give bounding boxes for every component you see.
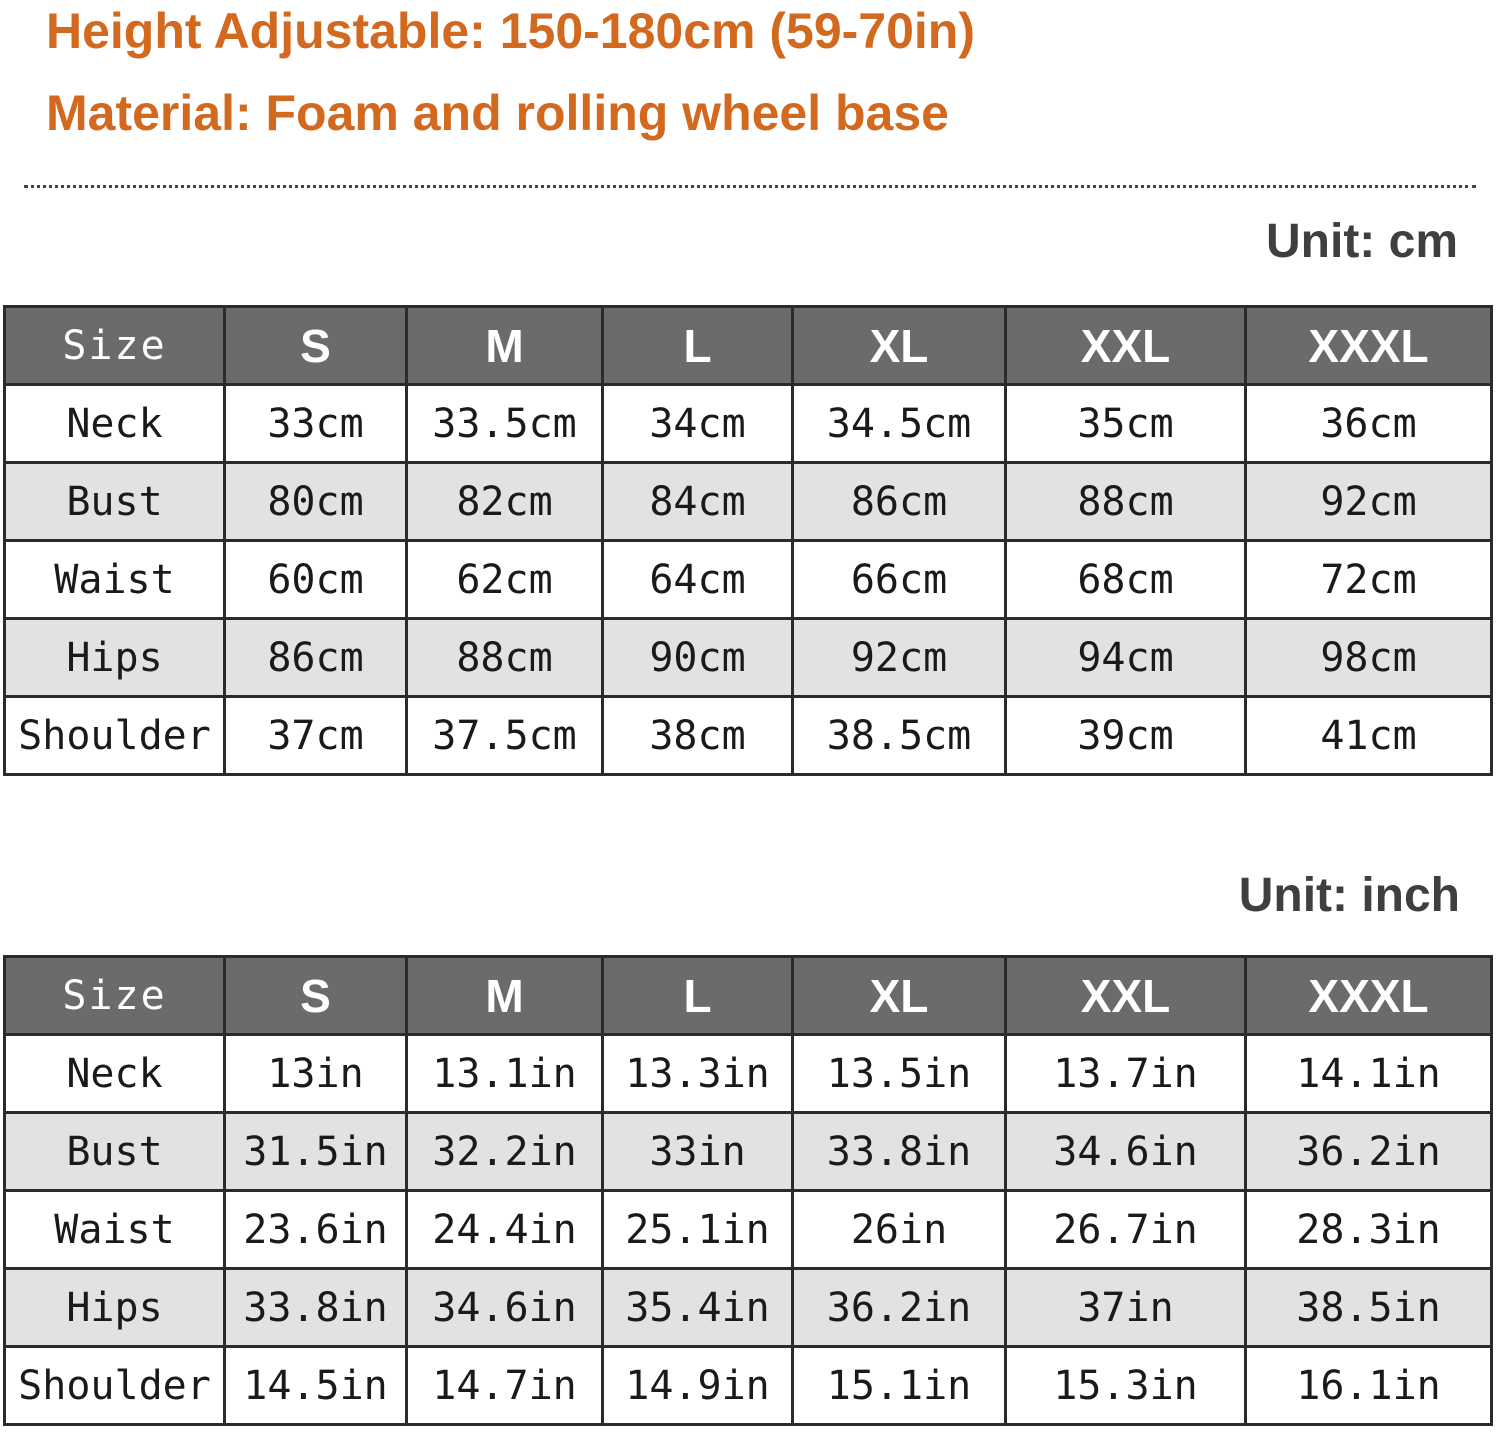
table-cell: 37cm: [225, 697, 407, 775]
table-cell: 25.1in: [603, 1191, 793, 1269]
table-cell: 98cm: [1246, 619, 1492, 697]
table-cell: 36.2in: [793, 1269, 1006, 1347]
table-cell: 90cm: [603, 619, 793, 697]
table-cell: 13.7in: [1006, 1035, 1246, 1113]
unit-inch-label: Unit: inch: [1238, 869, 1460, 922]
row-label: Shoulder: [5, 1347, 225, 1425]
table-cell: 26.7in: [1006, 1191, 1246, 1269]
row-label: Waist: [5, 541, 225, 619]
row-label: Hips: [5, 1269, 225, 1347]
row-label: Neck: [5, 385, 225, 463]
table-cell: 88cm: [407, 619, 603, 697]
table-cell: 33cm: [225, 385, 407, 463]
column-header: XXL: [1006, 957, 1246, 1035]
row-label: Bust: [5, 1113, 225, 1191]
column-header: Size: [5, 307, 225, 385]
column-header: L: [603, 957, 793, 1035]
table-cell: 86cm: [793, 463, 1006, 541]
column-header: XL: [793, 307, 1006, 385]
table-cell: 68cm: [1006, 541, 1246, 619]
table-row: [5, 463, 1492, 541]
table-cell: 33.8in: [793, 1113, 1006, 1191]
table-cell: 31.5in: [225, 1113, 407, 1191]
table-cell: 84cm: [603, 463, 793, 541]
table-cell: 62cm: [407, 541, 603, 619]
table-row: [5, 697, 1492, 775]
table-cell: 88cm: [1006, 463, 1246, 541]
column-header: M: [407, 957, 603, 1035]
table-row: [5, 1113, 1492, 1191]
table-cell: 16.1in: [1246, 1347, 1492, 1425]
table-cell: 39cm: [1006, 697, 1246, 775]
table-cell: 33in: [603, 1113, 793, 1191]
table-cell: 13.5in: [793, 1035, 1006, 1113]
table-cell: 38.5in: [1246, 1269, 1492, 1347]
material-text: Material: Foam and rolling wheel base: [46, 85, 949, 141]
column-header: XXL: [1006, 307, 1246, 385]
table-cell: 13in: [225, 1035, 407, 1113]
table-cell: 14.5in: [225, 1347, 407, 1425]
height-adjustable-text: Height Adjustable: 150-180cm (59-70in): [46, 3, 975, 59]
table-row: [5, 541, 1492, 619]
table-cell: 33.8in: [225, 1269, 407, 1347]
row-label: Hips: [5, 619, 225, 697]
table-cell: 72cm: [1246, 541, 1492, 619]
row-label: Waist: [5, 1191, 225, 1269]
table-cell: 92cm: [1246, 463, 1492, 541]
table-cell: 82cm: [407, 463, 603, 541]
column-header: M: [407, 307, 603, 385]
table-cell: 15.3in: [1006, 1347, 1246, 1425]
table-cell: 36cm: [1246, 385, 1492, 463]
table-cell: 24.4in: [407, 1191, 603, 1269]
table-cell: 64cm: [603, 541, 793, 619]
table-cell: 66cm: [793, 541, 1006, 619]
table-cell: 86cm: [225, 619, 407, 697]
dotted-divider: [24, 185, 1476, 188]
table-header-row: [5, 957, 1492, 1035]
table-row: [5, 1347, 1492, 1425]
table-cell: 15.1in: [793, 1347, 1006, 1425]
table-header-row: [5, 307, 1492, 385]
table-cell: 33.5cm: [407, 385, 603, 463]
table-cell: 36.2in: [1246, 1113, 1492, 1191]
table-cell: 34.5cm: [793, 385, 1006, 463]
column-header: S: [225, 957, 407, 1035]
table-cell: 38.5cm: [793, 697, 1006, 775]
row-label: Neck: [5, 1035, 225, 1113]
table-cell: 13.1in: [407, 1035, 603, 1113]
table-cell: 94cm: [1006, 619, 1246, 697]
table-row: [5, 1191, 1492, 1269]
column-header: XXXL: [1246, 307, 1492, 385]
table-cell: 37in: [1006, 1269, 1246, 1347]
table-row: [5, 1035, 1492, 1113]
table-cell: 13.3in: [603, 1035, 793, 1113]
column-header: Size: [5, 957, 225, 1035]
table-cell: 38cm: [603, 697, 793, 775]
unit-cm-label: Unit: cm: [1266, 215, 1458, 268]
table-cell: 60cm: [225, 541, 407, 619]
table-cell: 92cm: [793, 619, 1006, 697]
table-cell: 35cm: [1006, 385, 1246, 463]
row-label: Shoulder: [5, 697, 225, 775]
table-row: [5, 385, 1492, 463]
table-row: [5, 619, 1492, 697]
table-cell: 34.6in: [1006, 1113, 1246, 1191]
column-header: S: [225, 307, 407, 385]
size-table-inch: [3, 955, 1493, 1426]
table-cell: 14.7in: [407, 1347, 603, 1425]
table-cell: 80cm: [225, 463, 407, 541]
size-table-cm: [3, 305, 1493, 776]
column-header: L: [603, 307, 793, 385]
table-cell: 26in: [793, 1191, 1006, 1269]
table-cell: 23.6in: [225, 1191, 407, 1269]
table-cell: 14.9in: [603, 1347, 793, 1425]
table-cell: 34cm: [603, 385, 793, 463]
table-cell: 34.6in: [407, 1269, 603, 1347]
table-cell: 32.2in: [407, 1113, 603, 1191]
column-header: XL: [793, 957, 1006, 1035]
table-cell: 35.4in: [603, 1269, 793, 1347]
table-cell: 37.5cm: [407, 697, 603, 775]
table-cell: 41cm: [1246, 697, 1492, 775]
table-cell: 28.3in: [1246, 1191, 1492, 1269]
column-header: XXXL: [1246, 957, 1492, 1035]
row-label: Bust: [5, 463, 225, 541]
table-row: [5, 1269, 1492, 1347]
table-cell: 14.1in: [1246, 1035, 1492, 1113]
